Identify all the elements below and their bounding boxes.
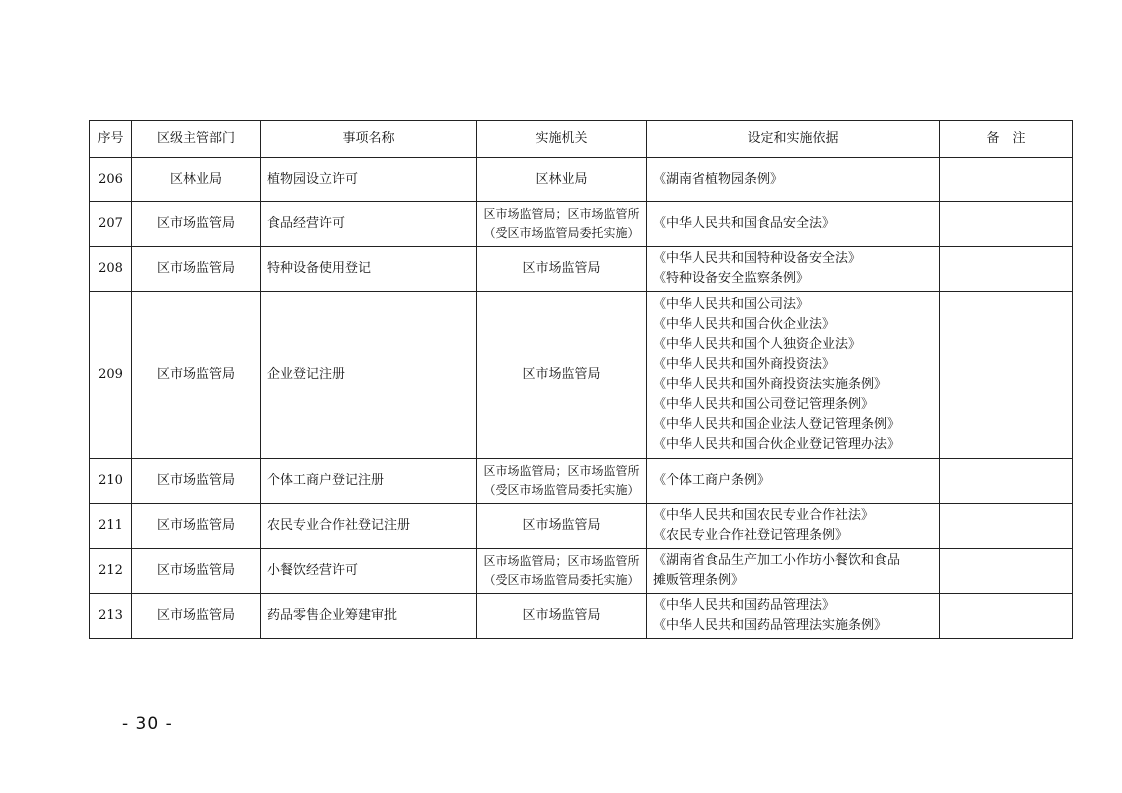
cell-item: 食品经营许可 xyxy=(261,202,477,247)
agency-line: （受区市场监管局委托实施） xyxy=(483,483,640,497)
basis-line: 《湖南省食品生产加工小作坊小餐饮和食品 xyxy=(653,553,901,568)
agency-line: （受区市场监管局委托实施） xyxy=(483,573,640,587)
agency-line: 区市场监管局；区市场监管所 xyxy=(483,554,640,568)
cell-item: 小餐饮经营许可 xyxy=(261,549,477,594)
cell-note xyxy=(940,292,1073,459)
page-number: - 30 - xyxy=(122,714,173,734)
cell-dept: 区市场监管局 xyxy=(132,594,261,639)
cell-basis xyxy=(647,504,940,549)
cell-agency xyxy=(477,594,647,639)
basis-line: 《中华人民共和国外商投资法》 xyxy=(653,357,836,372)
cell-agency xyxy=(477,247,647,292)
basis-line: 《中华人民共和国合伙企业法》 xyxy=(653,317,836,332)
cell-no: 213 xyxy=(90,594,132,639)
cell-basis xyxy=(647,202,940,247)
table-row xyxy=(90,504,1073,549)
basis-line: 《湖南省植物园条例》 xyxy=(653,171,784,187)
cell-no: 211 xyxy=(90,504,132,549)
table-body xyxy=(90,158,1073,639)
table-row xyxy=(90,158,1073,202)
basis-line: 《特种设备安全监察条例》 xyxy=(653,271,810,286)
cell-dept: 区市场监管局 xyxy=(132,504,261,549)
cell-basis xyxy=(647,158,940,202)
basis-line: 《中华人民共和国药品管理法》 xyxy=(653,598,836,613)
cell-note xyxy=(940,594,1073,639)
header-no: 序号 xyxy=(90,121,132,158)
table-row xyxy=(90,202,1073,247)
cell-item: 药品零售企业筹建审批 xyxy=(261,594,477,639)
cell-note xyxy=(940,247,1073,292)
basis-line: 《中华人民共和国食品安全法》 xyxy=(653,216,836,231)
agency-line: 区市场监管局；区市场监管所 xyxy=(483,207,640,221)
cell-basis xyxy=(647,292,940,459)
basis-line: 《中华人民共和国药品管理法实施条例》 xyxy=(653,618,888,633)
cell-dept: 区市场监管局 xyxy=(132,549,261,594)
basis-line: 《中华人民共和国合伙企业登记管理办法》 xyxy=(653,437,901,452)
agency-line: 区市场监管局；区市场监管所 xyxy=(483,464,640,478)
cell-no: 210 xyxy=(90,459,132,504)
table-row xyxy=(90,247,1073,292)
basis-line: 《农民专业合作社登记管理条例》 xyxy=(653,528,849,543)
agency-line: 区市场监管局 xyxy=(522,608,601,623)
cell-agency xyxy=(477,504,647,549)
agency-line: 区市场监管局 xyxy=(522,367,601,382)
cell-dept: 区市场监管局 xyxy=(132,459,261,504)
table-row xyxy=(90,459,1073,504)
header-basis: 设定和实施依据 xyxy=(647,121,940,158)
cell-item: 个体工商户登记注册 xyxy=(261,459,477,504)
cell-agency xyxy=(477,158,647,202)
cell-item: 企业登记注册 xyxy=(261,292,477,459)
cell-agency xyxy=(477,549,647,594)
basis-line: 《中华人民共和国企业法人登记管理条例》 xyxy=(653,417,901,432)
table-row xyxy=(90,549,1073,594)
cell-note xyxy=(940,202,1073,247)
cell-basis xyxy=(647,549,940,594)
basis-line: 《中华人民共和国特种设备安全法》 xyxy=(653,251,862,266)
basis-line: 《个体工商户条例》 xyxy=(653,473,771,488)
cell-no: 206 xyxy=(90,158,132,202)
cell-item: 特种设备使用登记 xyxy=(261,247,477,292)
basis-line: 《中华人民共和国外商投资法实施条例》 xyxy=(653,377,888,392)
cell-dept: 区林业局 xyxy=(132,158,261,202)
cell-note xyxy=(940,549,1073,594)
header-note: 备 注 xyxy=(940,121,1073,158)
agency-line: （受区市场监管局委托实施） xyxy=(483,226,640,240)
basis-line: 《中华人民共和国个人独资企业法》 xyxy=(653,337,862,352)
table-row xyxy=(90,292,1073,459)
cell-dept: 区市场监管局 xyxy=(132,292,261,459)
cell-basis xyxy=(647,247,940,292)
cell-agency xyxy=(477,292,647,459)
cell-basis xyxy=(647,594,940,639)
agency-line: 区市场监管局 xyxy=(522,261,601,276)
cell-agency xyxy=(477,459,647,504)
cell-dept: 区市场监管局 xyxy=(132,202,261,247)
basis-line: 摊贩管理条例》 xyxy=(653,573,745,588)
cell-no: 208 xyxy=(90,247,132,292)
header-dept: 区级主管部门 xyxy=(132,121,261,158)
cell-basis xyxy=(647,459,940,504)
cell-note xyxy=(940,158,1073,202)
header-agency: 实施机关 xyxy=(477,121,647,158)
cell-dept: 区市场监管局 xyxy=(132,247,261,292)
cell-note xyxy=(940,459,1073,504)
items-table xyxy=(89,120,1073,639)
table-row xyxy=(90,594,1073,639)
header-row xyxy=(90,121,1073,158)
cell-no: 212 xyxy=(90,549,132,594)
cell-no: 209 xyxy=(90,292,132,459)
header-item: 事项名称 xyxy=(261,121,477,158)
agency-line: 区林业局 xyxy=(535,171,588,187)
cell-no: 207 xyxy=(90,202,132,247)
cell-note xyxy=(940,504,1073,549)
basis-line: 《中华人民共和国公司登记管理条例》 xyxy=(653,397,875,412)
cell-agency xyxy=(477,202,647,247)
basis-line: 《中华人民共和国农民专业合作社法》 xyxy=(653,508,875,523)
cell-item: 植物园设立许可 xyxy=(261,158,477,202)
basis-line: 《中华人民共和国公司法》 xyxy=(653,297,810,312)
agency-line: 区市场监管局 xyxy=(522,518,601,533)
cell-item: 农民专业合作社登记注册 xyxy=(261,504,477,549)
